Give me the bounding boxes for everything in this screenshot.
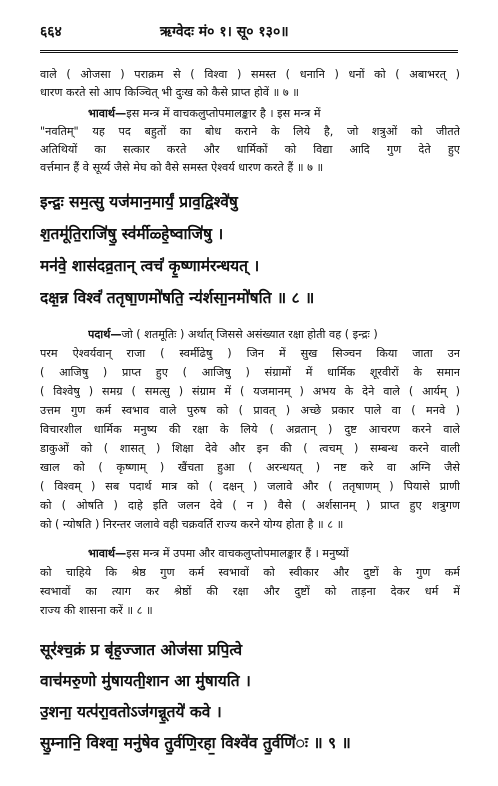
text-line: को ( न्योषति ) निरन्तर जलावे वही चक्रवर्ति राज्य करने योग्य होता है ॥ ८ ॥ (40, 518, 344, 531)
mantra-line: सु॒म्नानि॒ विश्वा॒ मनु॑षेव तु॒र्वणि॒रहा॒ विश्वे॑व तु॒र्वणि॑ः ॥ ९ ॥ (40, 734, 351, 752)
mantra-line: श॒तमू॑ति॒राजि॑षु॒ स्व॑र्मीळ्हे॒ष्वाजि॑षु । (40, 225, 224, 243)
text-line: इस मन्त्र में वाचकलुप्तोपमालङ्कार है । इस मन्त्र में (126, 107, 321, 120)
text-line: स्वभावों का त्याग कर श्रेष्ठों की रक्षा और दुष्टों को ताड़ना देकर धर्म में (40, 585, 460, 598)
text-line: विचारशील धार्मिक मनुष्य की रक्षा के लिये ( अव्रतान् ) दुष्ट आचरण करने वाले (40, 423, 460, 436)
text-line: वर्त्तमान हैं वे सूर्य्य जैसे मेघ को वैसे समस्त ऐश्वर्य धारण करते हैं ॥ ७ ॥ (40, 161, 324, 174)
bhavartha-label: भावार्थ— (88, 107, 127, 120)
mantra-line: इन्द्रः॒ सम॒त्सु यज॑मान॒मार्यं॒ प्राव॒द्विश्वे॑षु (40, 193, 238, 211)
padartha-label: पदार्थ— (88, 328, 122, 341)
text-line: खाल को ( कृष्णाम् ) खैंचता हुआ ( अरन्धयत् ) नष्ट करे वा अग्नि जैसे (40, 461, 460, 474)
text-line: को ( ओषति ) दाहे इति जलन देवे ( न ) वैसे ( अर्शसानम् ) प्राप्त हुए शत्रुगण (40, 499, 460, 512)
text-line: परम ऐश्वर्यवान् राजा ( स्वर्मीढेषु ) जिन में सुख सिञ्चन किया जाता उन (40, 347, 460, 360)
running-title: ऋग्वेदः मं० १। सू० १३०॥ (160, 24, 289, 40)
text-line: अतिथियों का सत्कार करते और धार्मिकों को विद्या आदि गुण देते हुए (40, 143, 460, 156)
text-line: ( आजिषु ) प्राप्त हुए ( आजिषु ) संग्रामों में धार्मिक शूरवीरों के समान (40, 366, 460, 379)
page-header (40, 22, 460, 44)
padartha-paragraph (88, 326, 460, 344)
text-line: ( विश्वेषु ) समग्र ( समत्सु ) संग्राम में ( यजमानम् ) अभय के देने वाले ( आर्यम् ) (40, 385, 460, 398)
text-line: वाले ( ओजसा ) पराक्रम से ( विश्वा ) समस्त ( धनानि ) धनों को ( अबाभरत् ) (40, 68, 460, 81)
text-line: डाकुओं को ( शासत् ) शिक्षा देवे और इन की ( त्वचम् ) सम्बन्ध करने वाली (40, 442, 460, 455)
text-line: जो ( शतमूतिः ) अर्थात् जिससे असंख्यात रक्षा होती वह ( इन्द्रः ) (121, 328, 378, 341)
text-line: उत्तम गुण कर्म स्वभाव वाले पुरुष को ( प्रावत् ) अच्छे प्रकार पाले वा ( मनवे ) (40, 404, 460, 417)
mantra-line: सूर॑श्च॒क्रं प्र बृ॑ह॒ज्जात ओज॑सा प्रपि॒त्वे (40, 641, 243, 659)
text-line: राज्य की शासना करें ॥ ८ ॥ (40, 604, 153, 617)
text-line: धारण करते सो आप किञ्चित् भी दुःख को कैसे प्राप्त होवें ॥ ७ ॥ (40, 86, 299, 99)
text-line: ( विश्वम् ) सब पदार्थ मात्र को ( दक्षन् ) जलावे और ( ततृषाणम् ) पियासे प्राणी (40, 480, 460, 493)
text-line: इस मन्त्र में उपमा और वाचकलुप्तोपमालङ्कार हैं । मनुष्यों (126, 547, 349, 560)
bhavartha-paragraph (88, 105, 460, 123)
mantra-line: उ॒शना॒ यत्प॑रा॒वतोऽज॑गन्नू॒तये॑ कवे । (40, 703, 222, 721)
bhavartha-label: भावार्थ— (88, 547, 127, 560)
mantra-line: मन॑वे॒ शास॑दव्र॒तान् त्वचं॑ कृ॒ष्णाम॑रन्धयत् । (40, 257, 260, 275)
bhavartha-paragraph (88, 545, 460, 563)
header-rule (40, 50, 458, 53)
text-line: "नवतिम्" यह पद बहुतों का बोध कराने के लिये है, जो शत्रुओं को जीतते (40, 125, 460, 138)
text-line: को चाहिये कि श्रेष्ठ गुण कर्म स्वभावों को स्वीकार और दुष्टों के गुण कर्म (40, 566, 460, 579)
mantra-line: वाच॑मरु॒णो मु॑षायती॒शान आ मु॑षायति । (40, 672, 251, 690)
mantra-line: दक्ष॒न्न विश्वं॑ ततृषा॒णमो॑षति॒ न्य॑र्शसा॒नमो॑षति ॥ ८ ॥ (40, 289, 315, 307)
page-number: ६६४ (40, 24, 62, 40)
